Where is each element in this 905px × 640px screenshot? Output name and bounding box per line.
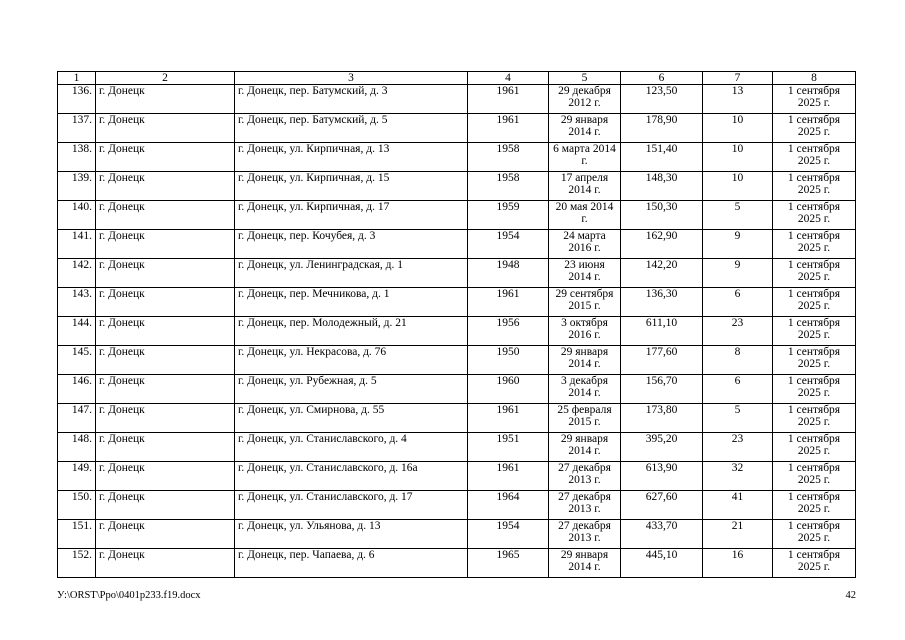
table-row [58,433,856,462]
deadline-cell: 1 сентября 2025 г. [773,259,856,288]
year-cell: 1961 [468,404,549,433]
date-cell: 29 сентября 2015 г. [549,288,621,317]
area-cell: 151,40 [621,143,703,172]
city-cell: г. Донецк [96,114,235,143]
table-row [58,230,856,259]
city-cell: г. Донецк [96,520,235,549]
row-number-cell: 139. [58,172,96,201]
deadline-cell: 1 сентября 2025 г. [773,230,856,259]
deadline-cell: 1 сентября 2025 г. [773,549,856,578]
year-cell: 1965 [468,549,549,578]
count-cell: 16 [703,549,773,578]
city-cell: г. Донецк [96,259,235,288]
address-cell: г. Донецк, ул. Ленинградская, д. 1 [235,259,468,288]
header-row [58,72,856,85]
count-cell: 5 [703,404,773,433]
area-cell: 162,90 [621,230,703,259]
count-cell: 10 [703,172,773,201]
count-cell: 5 [703,201,773,230]
area-cell: 150,30 [621,201,703,230]
row-number-cell: 149. [58,462,96,491]
table-row [58,346,856,375]
count-cell: 10 [703,143,773,172]
deadline-cell: 1 сентября 2025 г. [773,114,856,143]
column-header: 7 [703,72,773,85]
row-number-cell: 146. [58,375,96,404]
area-cell: 178,90 [621,114,703,143]
deadline-cell: 1 сентября 2025 г. [773,201,856,230]
date-cell: 29 декабря 2012 г. [549,85,621,114]
address-cell: г. Донецк, пер. Мечникова, д. 1 [235,288,468,317]
row-number-cell: 141. [58,230,96,259]
table-row [58,114,856,143]
table-row [58,143,856,172]
address-cell: г. Донецк, ул. Кирпичная, д. 13 [235,143,468,172]
city-cell: г. Донецк [96,201,235,230]
table-row [58,172,856,201]
table-row [58,201,856,230]
table-row [58,259,856,288]
row-number-cell: 140. [58,201,96,230]
area-cell: 123,50 [621,85,703,114]
column-header: 2 [96,72,235,85]
deadline-cell: 1 сентября 2025 г. [773,375,856,404]
year-cell: 1948 [468,259,549,288]
row-number-cell: 150. [58,491,96,520]
table-body [58,85,856,578]
row-number-cell: 143. [58,288,96,317]
area-cell: 177,60 [621,346,703,375]
table-row [58,288,856,317]
row-number-cell: 137. [58,114,96,143]
table-row [58,85,856,114]
table-row [58,549,856,578]
deadline-cell: 1 сентября 2025 г. [773,172,856,201]
address-cell: г. Донецк, ул. Кирпичная, д. 17 [235,201,468,230]
city-cell: г. Донецк [96,375,235,404]
area-cell: 173,80 [621,404,703,433]
column-header: 1 [58,72,96,85]
row-number-cell: 136. [58,85,96,114]
area-cell: 395,20 [621,433,703,462]
city-cell: г. Донецк [96,317,235,346]
deadline-cell: 1 сентября 2025 г. [773,317,856,346]
address-cell: г. Донецк, ул. Ульянова, д. 13 [235,520,468,549]
count-cell: 32 [703,462,773,491]
deadline-cell: 1 сентября 2025 г. [773,346,856,375]
year-cell: 1961 [468,462,549,491]
date-cell: 29 января 2014 г. [549,346,621,375]
area-cell: 148,30 [621,172,703,201]
date-cell: 3 октября 2016 г. [549,317,621,346]
year-cell: 1954 [468,230,549,259]
address-cell: г. Донецк, пер. Батумский, д. 3 [235,85,468,114]
address-cell: г. Донецк, пер. Чапаева, д. 6 [235,549,468,578]
table-row [58,317,856,346]
address-cell: г. Донецк, ул. Смирнова, д. 55 [235,404,468,433]
count-cell: 13 [703,85,773,114]
row-number-cell: 148. [58,433,96,462]
address-cell: г. Донецк, ул. Некрасова, д. 76 [235,346,468,375]
city-cell: г. Донецк [96,549,235,578]
count-cell: 9 [703,259,773,288]
address-cell: г. Донецк, пер. Батумский, д. 5 [235,114,468,143]
year-cell: 1960 [468,375,549,404]
address-cell: г. Донецк, ул. Кирпичная, д. 15 [235,172,468,201]
deadline-cell: 1 сентября 2025 г. [773,288,856,317]
date-cell: 20 мая 2014 г. [549,201,621,230]
year-cell: 1954 [468,520,549,549]
column-header: 6 [621,72,703,85]
area-cell: 613,90 [621,462,703,491]
date-cell: 27 декабря 2013 г. [549,462,621,491]
count-cell: 41 [703,491,773,520]
area-cell: 433,70 [621,520,703,549]
address-cell: г. Донецк, пер. Молодежный, д. 21 [235,317,468,346]
table-row [58,404,856,433]
year-cell: 1964 [468,491,549,520]
row-number-cell: 142. [58,259,96,288]
city-cell: г. Донецк [96,172,235,201]
row-number-cell: 152. [58,549,96,578]
year-cell: 1961 [468,288,549,317]
date-cell: 6 марта 2014 г. [549,143,621,172]
city-cell: г. Донецк [96,491,235,520]
date-cell: 29 января 2014 г. [549,549,621,578]
count-cell: 6 [703,375,773,404]
deadline-cell: 1 сентября 2025 г. [773,462,856,491]
count-cell: 21 [703,520,773,549]
date-cell: 24 марта 2016 г. [549,230,621,259]
year-cell: 1961 [468,85,549,114]
date-cell: 23 июня 2014 г. [549,259,621,288]
city-cell: г. Донецк [96,346,235,375]
deadline-cell: 1 сентября 2025 г. [773,85,856,114]
deadline-cell: 1 сентября 2025 г. [773,520,856,549]
date-cell: 3 декабря 2014 г. [549,375,621,404]
table-row [58,462,856,491]
table-row [58,375,856,404]
city-cell: г. Донецк [96,404,235,433]
area-cell: 627,60 [621,491,703,520]
footer-file-path: У:\ORST\Ppo\0401p233.f19.docx [57,590,201,601]
data-table [57,71,856,578]
area-cell: 142,20 [621,259,703,288]
count-cell: 6 [703,288,773,317]
column-header: 3 [235,72,468,85]
year-cell: 1959 [468,201,549,230]
address-cell: г. Донецк, ул. Рубежная, д. 5 [235,375,468,404]
city-cell: г. Донецк [96,143,235,172]
area-cell: 445,10 [621,549,703,578]
year-cell: 1956 [468,317,549,346]
count-cell: 9 [703,230,773,259]
city-cell: г. Донецк [96,462,235,491]
year-cell: 1950 [468,346,549,375]
deadline-cell: 1 сентября 2025 г. [773,404,856,433]
deadline-cell: 1 сентября 2025 г. [773,143,856,172]
address-cell: г. Донецк, ул. Станиславского, д. 17 [235,491,468,520]
row-number-cell: 138. [58,143,96,172]
year-cell: 1951 [468,433,549,462]
deadline-cell: 1 сентября 2025 г. [773,433,856,462]
date-cell: 29 января 2014 г. [549,114,621,143]
date-cell: 29 января 2014 г. [549,433,621,462]
date-cell: 27 декабря 2013 г. [549,491,621,520]
address-cell: г. Донецк, ул. Станиславского, д. 16а [235,462,468,491]
table-row [58,491,856,520]
row-number-cell: 145. [58,346,96,375]
row-number-cell: 144. [58,317,96,346]
row-number-cell: 147. [58,404,96,433]
address-cell: г. Донецк, ул. Станиславского, д. 4 [235,433,468,462]
column-header: 4 [468,72,549,85]
city-cell: г. Донецк [96,85,235,114]
row-number-cell: 151. [58,520,96,549]
area-cell: 136,30 [621,288,703,317]
count-cell: 23 [703,433,773,462]
deadline-cell: 1 сентября 2025 г. [773,491,856,520]
date-cell: 25 февраля 2015 г. [549,404,621,433]
table-row [58,520,856,549]
year-cell: 1961 [468,114,549,143]
count-cell: 23 [703,317,773,346]
area-cell: 611,10 [621,317,703,346]
city-cell: г. Донецк [96,230,235,259]
address-cell: г. Донецк, пер. Кочубея, д. 3 [235,230,468,259]
date-cell: 17 апреля 2014 г. [549,172,621,201]
area-cell: 156,70 [621,375,703,404]
count-cell: 10 [703,114,773,143]
date-cell: 27 декабря 2013 г. [549,520,621,549]
count-cell: 8 [703,346,773,375]
column-header: 8 [773,72,856,85]
year-cell: 1958 [468,172,549,201]
city-cell: г. Донецк [96,288,235,317]
city-cell: г. Донецк [96,433,235,462]
year-cell: 1958 [468,143,549,172]
column-header: 5 [549,72,621,85]
footer-page-number: 42 [845,590,856,601]
